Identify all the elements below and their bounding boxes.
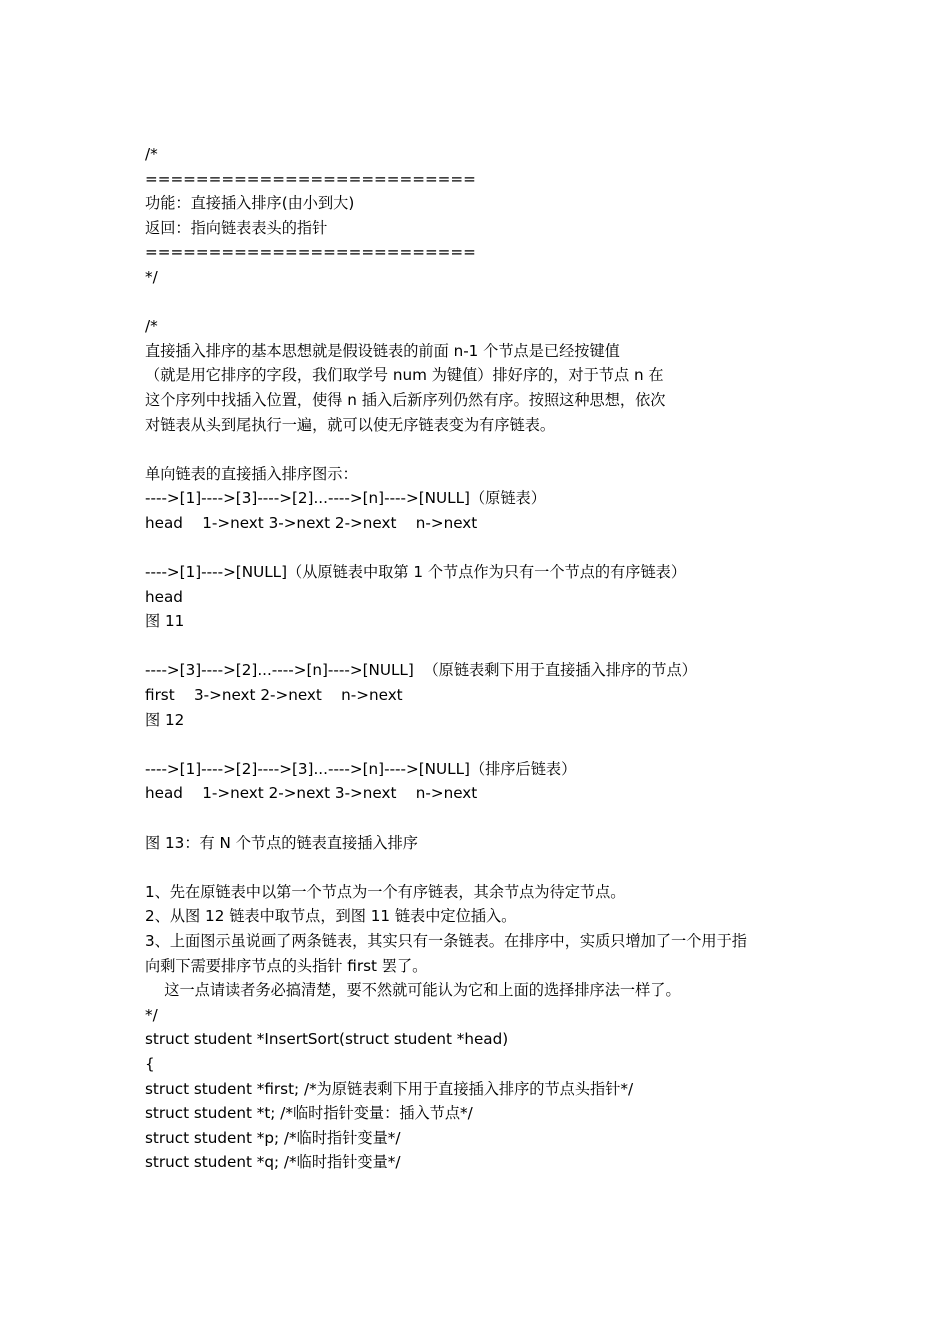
code-line: struct student *InsertSort(struct student *head) [145,1030,509,1049]
blank-line [145,806,845,831]
diagram-line: first 3->next 2->next n->next [145,686,403,705]
separator-line: ========================== [145,243,476,262]
text-line: 对链表从头到尾执行一遍，就可以使无序链表变为有序链表。 [145,415,556,434]
blank-line [145,855,845,880]
comment-close: */ [145,1005,158,1024]
text-line: （就是用它排序的字段，我们取学号 num 为键值）排好序的，对于节点 n 在 [145,366,664,385]
separator-line: ========================== [145,169,476,188]
diagram-line: ---->[3]---->[2]...---->[n]---->[NULL] （原链表剩下用于直接插入排序的节点） [145,661,697,680]
function-description: 功能：直接插入排序(由小到大) [145,194,355,213]
diagram-line: head 1->next 2->next 3->next n->next [145,784,478,803]
text-line: 这个序列中找插入位置，使得 n 插入后新序列仍然有序。按照这种思想，依次 [145,390,666,409]
diagram-line: head [145,587,183,606]
comment-open: /* [145,145,158,163]
step-item: 1、先在原链表中以第一个节点为一个有序链表，其余节点为待定节点。 [145,882,626,901]
blank-line [145,437,845,462]
code-line: struct student *first; /*为原链表剩下用于直接插入排序的节点头指针*/ [145,1079,634,1098]
figure-caption: 图 13：有 N 个节点的链表直接插入排序 [145,833,418,852]
text-line: 直接插入排序的基本思想就是假设链表的前面 n-1 个节点是已经按键值 [145,341,620,360]
document-page [145,142,845,1175]
diagram-line: ---->[1]---->[NULL]（从原链表中取第 1 个节点作为只有一个节点的有序链表） [145,563,687,582]
blank-line [145,634,845,659]
step-item: 3、上面图示虽说画了两条链表，其实只有一条链表。在排序中，实质只增加了一个用于指 [145,932,747,950]
comment-close: */ [145,267,158,286]
section-heading: 单向链表的直接插入排序图示： [145,464,358,483]
code-line: { [145,1054,155,1073]
code-line: struct student *q; /*临时指针变量*/ [145,1153,401,1172]
note-line: 这一点请读者务必搞清楚，要不然就可能认为它和上面的选择排序法一样了。 [145,981,681,1000]
blank-line [145,290,845,315]
return-description: 返回：指向链表表头的指针 [145,218,328,237]
figure-caption: 图 12 [145,710,185,729]
code-line: struct student *t; /*临时指针变量：插入节点*/ [145,1104,473,1123]
diagram-line: ---->[1]---->[3]---->[2]...---->[n]---->[NULL]（原链表） [145,489,546,508]
code-line: struct student *p; /*临时指针变量*/ [145,1128,401,1147]
step-item: 2、从图 12 链表中取节点，到图 11 链表中定位插入。 [145,907,517,926]
blank-line [145,536,845,561]
diagram-line: ---->[1]---->[2]---->[3]...---->[n]---->[NULL]（排序后链表） [145,759,577,778]
comment-open: /* [145,317,158,336]
blank-line [145,732,845,757]
diagram-line: head 1->next 3->next 2->next n->next [145,513,478,532]
figure-caption: 图 11 [145,612,185,631]
step-item-continued: 向剩下需要排序节点的头指针 first 罢了。 [145,956,428,975]
